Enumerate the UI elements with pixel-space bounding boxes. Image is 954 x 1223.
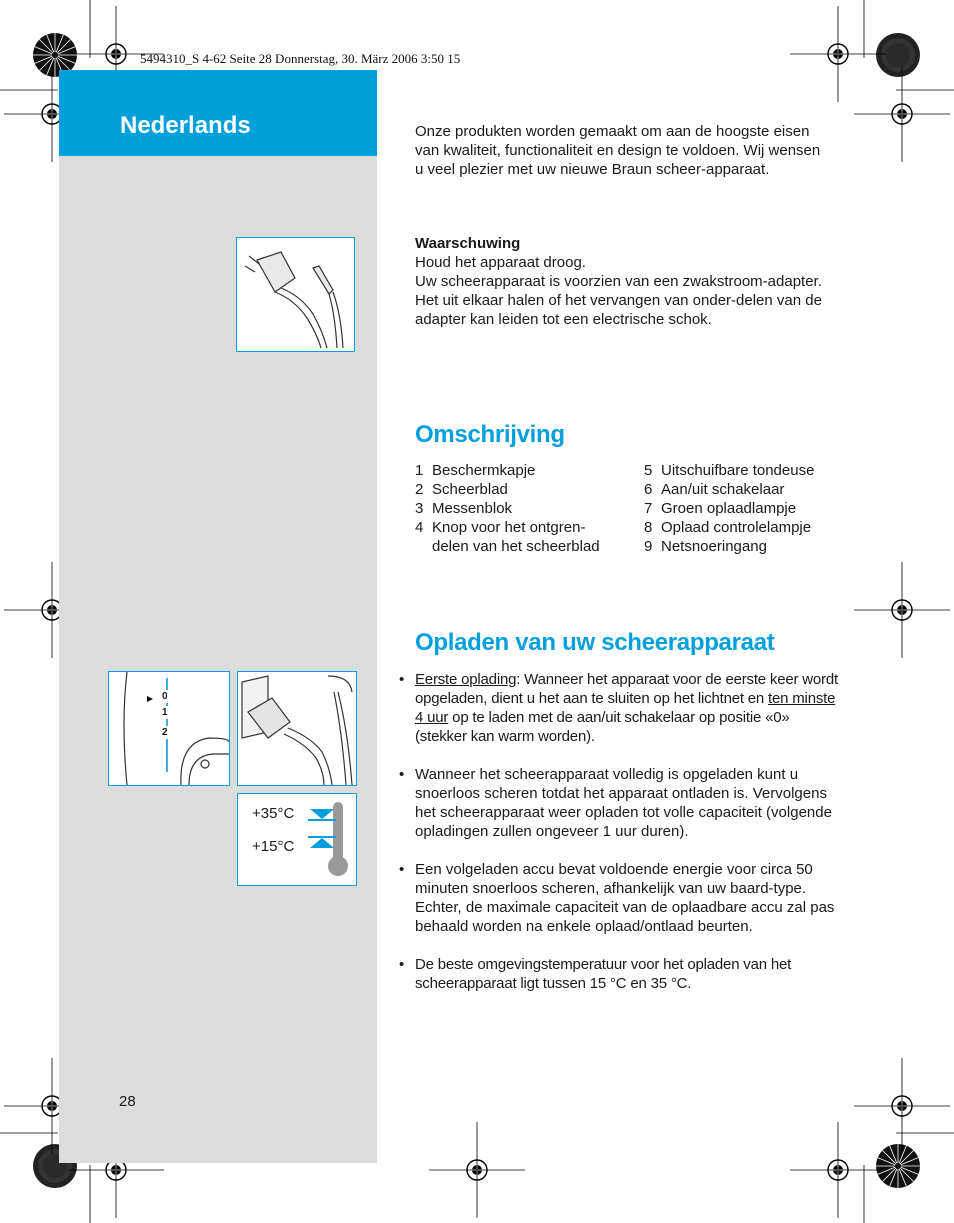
list-item: • Eerste oplading: Wanneer het apparaat voor de eerste keer wordt opgeladen, dient u het aan te sluiten op het lichtnet en ten minste 4 uur op te laden met de aan/uit schakelaar op positie «0» (stekker kan warm worden). (399, 671, 838, 745)
list-item: 4 Knop voor het ontgren-delen van het scheerblad (415, 519, 600, 555)
list-item: 8 Oplaad controlelampje (644, 519, 812, 536)
print-header-line: 5494310_S 4-62 Seite 28 Donnerstag, 30. März 2006 3:50 15 (140, 51, 461, 66)
sidebar-panel (59, 70, 377, 1163)
list-item: 5 Uitschuifbare tondeuse (644, 462, 815, 479)
shaver-switch-icon (109, 672, 229, 785)
parts-column-1 (415, 461, 644, 556)
switch-label-0: 0 (162, 691, 168, 702)
warning-section (415, 234, 840, 329)
list-item: 9 Netsnoeringang (644, 538, 767, 555)
warning-line-adapter: Uw scheerapparaat is voorzien van een zwakstroom-adapter. Het uit elkaar halen of het vervangen van onder-delen van de adapter kan leiden tot een electrische schok. (415, 273, 822, 328)
plug-in-wall-icon (238, 672, 356, 785)
list-item: 2 Scheerblad (415, 481, 508, 498)
temp-low-label: +15°C (252, 838, 295, 855)
temperature-illustration (237, 793, 357, 886)
parts-column-2 (644, 461, 844, 556)
charging-cord-illustration (237, 671, 357, 786)
temp-high-label: +35°C (252, 805, 295, 822)
charging-bullets (399, 670, 839, 1012)
list-item: 7 Groen oplaadlampje (644, 500, 797, 517)
plug-cord-icon (237, 238, 354, 351)
list-item: 3 Messenblok (415, 500, 513, 517)
charging-heading: Opladen van uw scheerapparaat (415, 629, 775, 656)
switch-label-1: 1 (162, 707, 168, 718)
parts-list (415, 461, 845, 556)
switch-position-illustration (108, 671, 230, 786)
switch-label-2: 2 (162, 727, 168, 738)
language-title: Nederlands (120, 112, 251, 139)
list-item: • De beste omgevingstemperatuur voor het opladen van het scheerapparaat ligt tussen 15 °C en 35 °C. (399, 956, 792, 992)
intro-paragraph: Onze produkten worden gemaakt om aan de hoogste eisen van kwaliteit, functionaliteit en design te voldoen. Wij wensen u veel plezier met uw nieuwe Braun scheer-apparaat. (415, 123, 821, 178)
adapter-plug-illustration (236, 237, 355, 352)
list-item: 6 Aan/uit schakelaar (644, 481, 785, 498)
list-item: 1 Beschermkapje (415, 462, 536, 479)
warning-line-dry: Houd het apparaat droog. (415, 254, 586, 271)
list-item: • Een volgeladen accu bevat voldoende energie voor circa 50 minuten snoerloos scheren, afhankelijk van uw baard-type. Echter, de maximale capaciteit van de oplaadbare accu zal pas behaald worden na enkele oplaad/ontlaad beurten. (399, 861, 835, 935)
page-number: 28 (119, 1093, 136, 1110)
thermometer-icon (304, 800, 356, 884)
warning-heading: Waarschuwing (415, 235, 521, 252)
list-item: • Wanneer het scheerapparaat volledig is opgeladen kunt u snoerloos scheren totdat het apparaat ontladen is. Vervolgens het scheerapparaat weer opladen tot volle capaciteit (volgende opladingen zullen ongeveer 1 uur duren). (399, 766, 832, 840)
description-heading: Omschrijving (415, 421, 565, 448)
